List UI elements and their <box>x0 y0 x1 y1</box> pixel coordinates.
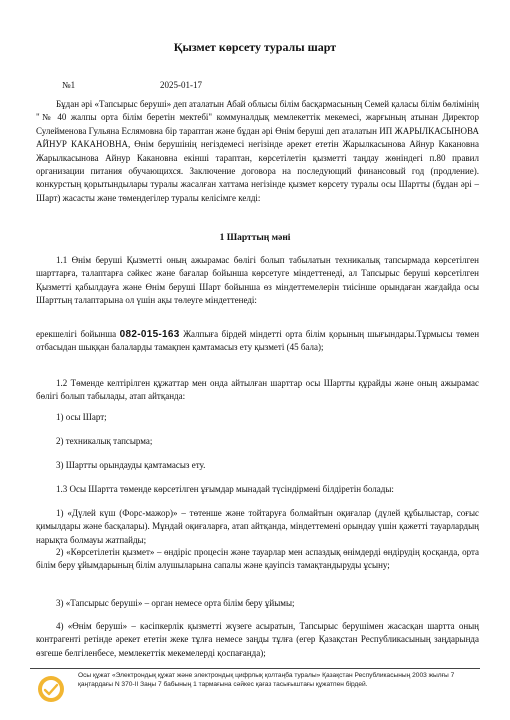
definition-2: 2) «Көрсетілетін қызмет» – өндіріс процесін және тауарлар мен аспаздық өнімдерді өндірудің қосқанда, орта білім беру ұйымдарының білім алушыларына сапалы және қауіпсіз тамақтандыруды ұсыну; <box>36 547 479 571</box>
document-list-item-2: 2) техникалық тапсырма; <box>56 436 153 446</box>
budget-code-description: Жалпыға бірдей міндетті орта білім қорының шығындары.Тұрмысы төмен отбасыдан шыққан балаларды тамақпен қамтамасыз ету қызметі (45 бала); <box>36 329 480 353</box>
definition-1: 1) «Дүлей күш (Форс-мажор)» – төтенше және тойтаруға болмайтын оқиғалар (дүлей құбылыстар, соғыс қимылдары және басқалары). Мұндай оқиғаларға, атап айтқанда, міндеттемені орындау үшін қажетті тауарлардың нарықта болмауы жатпайды; <box>36 508 479 545</box>
e-signature-seal-icon <box>36 674 66 704</box>
footer-divider <box>30 668 480 669</box>
clause-1-3: 1.3 Осы Шартта төменде көрсетілген ұғымдар мынадай түсіндірмені білдіретін болады: <box>56 484 394 494</box>
budget-code-paragraph <box>36 328 479 355</box>
contract-number: №1 <box>62 80 76 90</box>
definition-4: 4) «Өнім беруші» – кәсіпкерлік қызметті жүзеге асыратын, Тапсырыс берушімен жасасқан шартта оның контрагенті ретінде әрекет ететін жеке тұлға немесе заңды тұлға (егер Қазақстан Республикасының заңдарында өзгеше белгіленбесе, мемлекеттік мекемелерді қоспағанда); <box>36 621 479 658</box>
definition-3: 3) «Тапсырыс беруші» – орган немесе орта білім беру ұйымы; <box>56 598 295 608</box>
section-1-heading: 1 Шарттың мәні <box>219 233 291 243</box>
contract-date: 2025-01-17 <box>160 80 202 90</box>
preamble-paragraph: Бұдан әрі «Тапсырыс беруші» деп аталатын Абай облысы білім басқармасының Семей қаласы білім бөлімінің "№ 40 жалпы орта білім беретін мектебі" коммуналдық мемлекеттік мекемесі, жарғының атынан Директор Сулейменова Гульяна Еслямовна бір тараптан және бұдан әрі Өнім беруші деп аталатын ИП ЖАРЫЛКАСЫНОВА АЙНУР КАКАНОВНА, Өнім берушінің негіздемесі негізінде әрекет ететін Жарылкасынова Айнур Какановна Жарылкасынова Айнур Какановна екінші тараптан, көрсетілетін қызметті таңдау жөніндегі п.80 правил организации питания обучающихся. Заключение договора на последующий финансовый год (продление). конкурстың қорытындылары туралы жасалған хаттама негізінде қызмет көрсету туралы осы Шартты (бұдан әрі – Шарт) жасасты және төмендегілер туралы келісімге келді: <box>36 99 479 203</box>
budget-code-prefix: ерекшелігі бойынша <box>36 329 120 339</box>
document-list-item-1: 1) осы Шарт; <box>56 412 107 422</box>
e-signature-footer <box>0 668 510 720</box>
clause-1-2: 1.2 Төменде келтірілген құжаттар мен онда айтылған шарттар осы Шартты құрайды және оның ажырамас бөлігі болып табылады, атап айтқанда: <box>36 378 479 402</box>
budget-code: 082-015-163 <box>119 329 180 340</box>
e-signature-notice: Осы құжат «Электрондық құжат және электрондық цифрлық қолтаңба туралы» Қазақстан Республикасының 2003 жылғы 7 қаңтардағы N 370-II Заңы 7 бабының 1 тармағына сәйкес қағаз тасығыштағы құжатпен бірдей. <box>78 672 455 688</box>
document-list-item-3: 3) Шартты орындауды қамтамасыз ету. <box>56 460 206 470</box>
document-title: Қызмет көрсету туралы шарт <box>173 40 337 54</box>
clause-1-1: 1.1 Өнім беруші Қызметті оның ажырамас бөлігі болып табылатын техникалық тапсырмада көрсетілген шарттарға, талаптарға сәйкес және бағалар бойынша көрсетуге міндеттенеді, ал Тапсырыс беруші көрсетілген Қызметті қабылдауға және Өнім беруші Шарт бойынша өз міндеттемелерін тиісінше орындаған жағдайда осы Шарттың талаптарына ол үшін ақы төлеуге міндеттенеді: <box>36 255 479 306</box>
